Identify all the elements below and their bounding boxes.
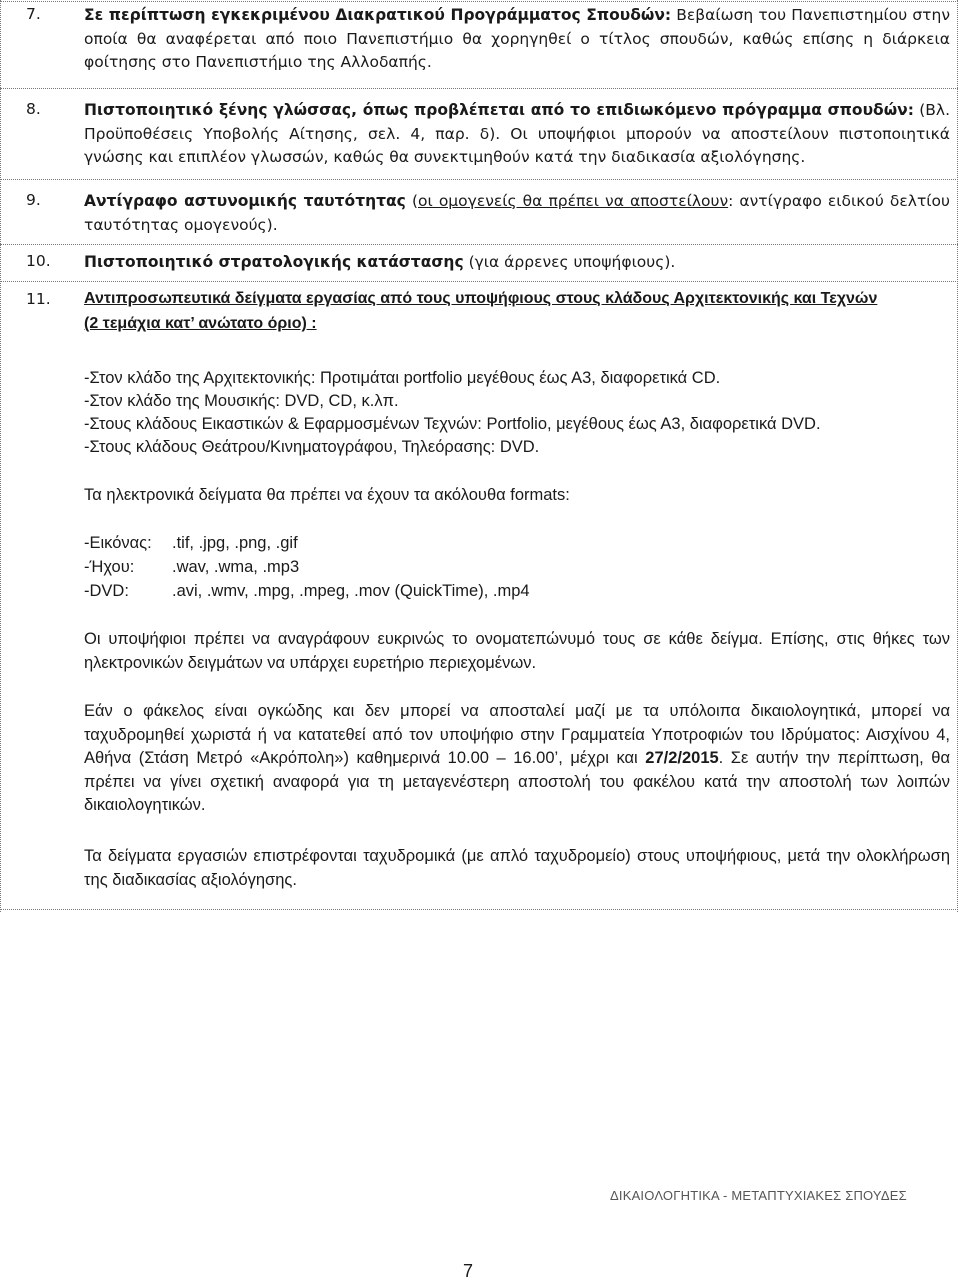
row-divider [0,281,958,282]
item-7-title: Σε περίπτωση εγκεκριμένου Διακρατικού Προγράμματος Σπουδών: [84,6,672,24]
item-9-body: : αντίγραφο ειδικού δελτίου ταυτότητας ομογενούς). [84,192,950,234]
item-7-body: Βεβαίωση του Πανεπιστημίου στην οποία θα αναφέρεται από ποιο Πανεπιστήμιο θα χορηγηθεί ο τίτλος σπουδών, καθώς επίσης η διάρκεια φοίτησης στο Πανεπιστήμιο της Αλλοδαπής. [84,6,950,71]
branch-architecture: -Στον κλάδο της Αρχιτεκτονικής: Προτιμάται portfolio μεγέθους έως Α3, διαφορετικά CD. [84,369,721,387]
row-divider [0,88,958,89]
item-10-body: (για άρρενες υποψήφιους). [463,253,676,271]
item-number: 11. [26,290,51,308]
item-9-text [84,190,950,237]
format-value: .avi, .wmv, .mpg, .mpeg, .mov (QuickTime), .mp4 [172,582,530,600]
bulky-text-1: Εάν ο φάκελος είναι ογκώδης και δεν μπορεί να αποσταλεί μαζί με τα υπόλοιπα δικαιολογητικά, μπορεί να ταχυδρομηθεί χωριστά ή να κατατεθεί από τον υποψήφιο στην Γραμματεία Υποτροφιών του Ιδρύματος: Αισχίνου 4, Αθήνα (Στάση Μετρό «Ακρόπολη») καθημερινά 10.00 – 16.00’, μέχρι και [84,702,950,767]
item-8-title: Πιστοποιητικό ξένης γλώσσας, όπως προβλέπεται από το επιδιωκόμενο πρόγραμμα σπουδών: [84,101,914,119]
format-dvd [84,580,530,602]
table-border-left [0,0,1,912]
item-11-heading-limit: (2 τεμάχια κατ’ ανώτατο όριο) : [84,315,317,332]
format-label: -Ήχου: [84,558,135,576]
row-divider [0,244,958,245]
item-11-heading: Αντιπροσωπευτικά δείγματα εργασίας από τους υποψήφιους στους κλάδους Αρχιτεκτονικής και Τεχνών [84,290,878,307]
item-8-body: (Βλ. Προϋποθέσεις Υποβολής Αίτησης, σελ. 4, παρ. δ). Οι υποψήφιοι μπορούν να αποστείλουν πιστοποιητικά γνώσης και επιπλέον γλωσσών, καθώς θα συνεκτιμηθούν κατά την διαδικασία αξιολόγησης. [84,101,950,166]
footer-title: ΔΙΚΑΙΟΛΟΓΗΤΙΚΑ - ΜΕΤΑΠΤΥΧΙΑΚΕΣ ΣΠΟΥΔΕΣ [610,1188,907,1203]
format-audio [84,556,299,578]
paragraph-return: Τα δείγματα εργασιών επιστρέφονται ταχυδρομικά (με απλό ταχυδρομείο) στους υποψήφιους, μετά την ολοκλήρωση της διαδικασίας αξιολόγησης. [84,847,950,889]
deadline-date: 27/2/2015 [645,749,719,767]
table-border-bottom [0,909,958,910]
item-9-title: Αντίγραφο αστυνομικής ταυτότητας [84,192,406,210]
format-value: .tif, .jpg, .png, .gif [172,534,298,552]
item-10-title: Πιστοποιητικό στρατολογικής κατάστασης [84,253,464,271]
branch-visual-arts: -Στους κλάδους Εικαστικών & Εφαρμοσμένων Τεχνών: Portfolio, μεγέθους έως Α3, διαφορετικά DVD. [84,415,821,433]
format-label: -DVD: [84,582,129,600]
table-border-right [957,0,958,912]
paragraph-bulky-folder [84,700,950,818]
format-value: .wav, .wma, .mp3 [172,558,300,576]
row-divider [0,179,958,180]
table-border-top [0,1,958,2]
branch-music: -Στον κλάδο της Μουσικής: DVD, CD, κ.λπ. [84,392,399,410]
item-7-text [84,4,950,75]
bulky-text-2: . Σε αυτήν την περίπτωση, θα πρέπει να γίνει σχετική αναφορά για τη μεταγενέστερη αποστολή του φακέλου κατά την αποστολή των λοιπών δικαιολογητικών. [84,749,951,814]
item-number: 8. [26,100,41,118]
item-number: 7. [26,5,41,23]
format-label: -Εικόνας: [84,534,152,552]
paragraph-naming: Οι υποψήφιοι πρέπει να αναγράφουν ευκρινώς το ονοματεπώνυμό τους σε κάθε δείγμα. Επίσης, στις θήκες των ηλεκτρονικών δειγμάτων να υπάρχει ευρετήριο περιεχομένων. [84,630,950,672]
page-number: 7 [463,1261,474,1281]
item-10-text [84,251,950,275]
formats-intro: Τα ηλεκτρονικά δείγματα θα πρέπει να έχουν τα ακόλουθα formats: [84,486,570,504]
item-9-underlined: οι ομογενείς θα πρέπει να αποστείλουν [418,192,729,210]
format-image [84,532,298,554]
item-number: 10. [26,252,51,270]
branch-theatre-film: -Στους κλάδους Θεάτρου/Κινηματογράφου, Τηλεόρασης: DVD. [84,438,540,456]
item-number: 9. [26,191,41,209]
item-9-paren: ( [405,192,418,210]
item-8-text [84,99,950,170]
